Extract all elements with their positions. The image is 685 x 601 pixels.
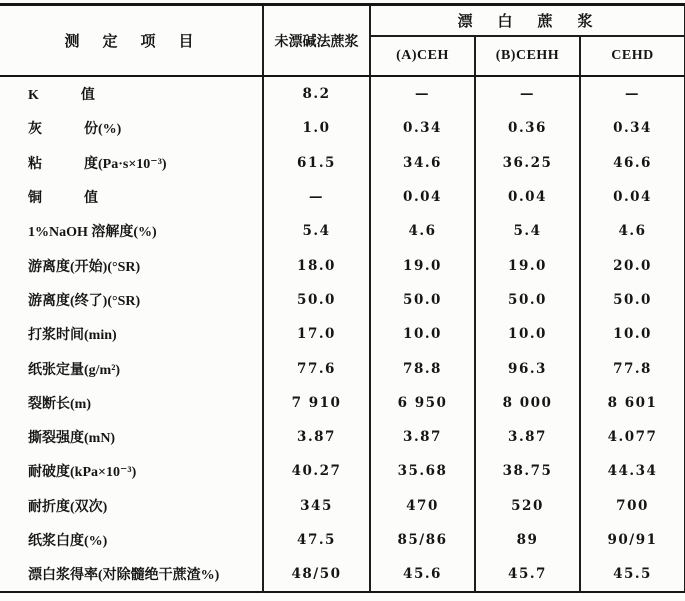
row-label-cell: 灰 份(%) (28, 122, 122, 138)
row-label-cell: 1%NaOH 溶解度(%) (28, 225, 157, 241)
row-value-cell: 50.0 (263, 283, 370, 317)
row-value-cell: 0.04 (370, 180, 475, 214)
row-value-cell: — (370, 76, 475, 111)
table-row (0, 557, 685, 592)
row-value-cell: 5.4 (475, 214, 580, 248)
row-value-cell: 61.5 (263, 146, 370, 180)
row-label-cell: 裂断长(m) (28, 396, 91, 412)
row-value-cell: 18.0 (263, 248, 370, 282)
row-value-cell: 3.87 (370, 420, 475, 454)
table-header (0, 5, 685, 77)
row-value-cell: 19.0 (475, 248, 580, 282)
table-row (0, 489, 685, 523)
row-value-cell: 45.5 (580, 557, 685, 592)
row-value-cell: 4.6 (370, 214, 475, 248)
row-value-cell: 8.2 (263, 76, 370, 111)
row-value-cell: 345 (263, 489, 370, 523)
table-body (0, 76, 685, 592)
row-value-cell: 8 601 (580, 386, 685, 420)
row-value-cell: 700 (580, 489, 685, 523)
row-value-cell: 17.0 (263, 317, 370, 351)
row-value-cell: 45.6 (370, 557, 475, 592)
row-label-cell: 游离度(终了)(°SR) (28, 293, 141, 309)
row-value-cell: 7 910 (263, 386, 370, 420)
row-value-cell: 470 (370, 489, 475, 523)
row-value-cell: 8 000 (475, 386, 580, 420)
row-value-cell: 0.04 (475, 180, 580, 214)
row-value-cell: 0.34 (580, 111, 685, 145)
row-value-cell: 77.6 (263, 351, 370, 385)
row-label-cell: K 值 (28, 88, 95, 104)
row-label-cell: 粘 度(Pa·s×10⁻³) (28, 156, 167, 172)
row-value-cell: 77.8 (580, 351, 685, 385)
row-value-cell: 48/50 (263, 557, 370, 592)
table-row (0, 76, 685, 111)
row-value-cell: 35.68 (370, 454, 475, 488)
table-row (0, 317, 685, 351)
row-value-cell: 36.25 (475, 146, 580, 180)
header-row-group (0, 5, 685, 37)
row-value-cell: 10.0 (370, 317, 475, 351)
row-value-cell: 34.6 (370, 146, 475, 180)
row-value-cell: 89 (475, 523, 580, 557)
row-value-cell: — (475, 76, 580, 111)
row-label-cell: 纸张定量(g/m²) (28, 362, 121, 378)
table-row (0, 111, 685, 145)
column-header-ceh: (A)CEH (370, 36, 475, 76)
row-value-cell: 3.87 (263, 420, 370, 454)
row-label-cell: 铜 值 (28, 191, 98, 207)
column-header-measured-items: 测 定 项 目 (0, 5, 263, 77)
row-value-cell: 5.4 (263, 214, 370, 248)
table-row (0, 523, 685, 557)
row-value-cell: 10.0 (475, 317, 580, 351)
table-row (0, 420, 685, 454)
table-row (0, 146, 685, 180)
column-header-cehd: CEHD (580, 36, 685, 76)
table-row (0, 214, 685, 248)
row-value-cell: 19.0 (370, 248, 475, 282)
row-value-cell: 47.5 (263, 523, 370, 557)
row-value-cell: 6 950 (370, 386, 475, 420)
row-value-cell: 0.04 (580, 180, 685, 214)
row-value-cell: 1.0 (263, 111, 370, 145)
row-value-cell: 90/91 (580, 523, 685, 557)
pulp-properties-table (0, 3, 685, 593)
table-row (0, 386, 685, 420)
row-value-cell: 4.6 (580, 214, 685, 248)
row-value-cell: 40.27 (263, 454, 370, 488)
table-row (0, 454, 685, 488)
row-value-cell: 44.34 (580, 454, 685, 488)
row-value-cell: 0.36 (475, 111, 580, 145)
row-value-cell: 50.0 (475, 283, 580, 317)
column-header-unbleached-pulp: 未漂碱法蔗浆 (263, 5, 370, 77)
row-value-cell: 3.87 (475, 420, 580, 454)
row-value-cell: 50.0 (370, 283, 475, 317)
row-label-cell: 耐折度(双次) (28, 499, 108, 515)
row-label-cell: 纸浆白度(%) (28, 534, 108, 549)
row-value-cell: — (263, 180, 370, 214)
row-value-cell: 20.0 (580, 248, 685, 282)
row-value-cell: 10.0 (580, 317, 685, 351)
row-label-cell: 打浆时间(min) (28, 328, 117, 344)
row-label-cell: 漂白浆得率(对除髓绝干蔗渣%) (28, 568, 220, 584)
row-value-cell: 50.0 (580, 283, 685, 317)
row-label-cell: 游离度(开始)(°SR) (28, 259, 141, 275)
row-label-cell: 撕裂强度(mN) (28, 431, 116, 447)
table-row (0, 248, 685, 282)
row-value-cell: 46.6 (580, 146, 685, 180)
row-value-cell: 85/86 (370, 523, 475, 557)
row-value-cell: 38.75 (475, 454, 580, 488)
column-group-header-bleached-pulp: 漂 白 蔗 浆 (370, 5, 685, 37)
row-value-cell: 0.34 (370, 111, 475, 145)
column-header-cehh: (B)CEHH (475, 36, 580, 76)
row-value-cell: 520 (475, 489, 580, 523)
table-row (0, 283, 685, 317)
row-value-cell: — (580, 76, 685, 111)
table-row (0, 351, 685, 385)
row-value-cell: 45.7 (475, 557, 580, 592)
row-label-cell: 耐破度(kPa×10⁻³) (28, 465, 137, 481)
row-value-cell: 78.8 (370, 351, 475, 385)
table-row (0, 180, 685, 214)
row-value-cell: 96.3 (475, 351, 580, 385)
row-value-cell: 4.077 (580, 420, 685, 454)
